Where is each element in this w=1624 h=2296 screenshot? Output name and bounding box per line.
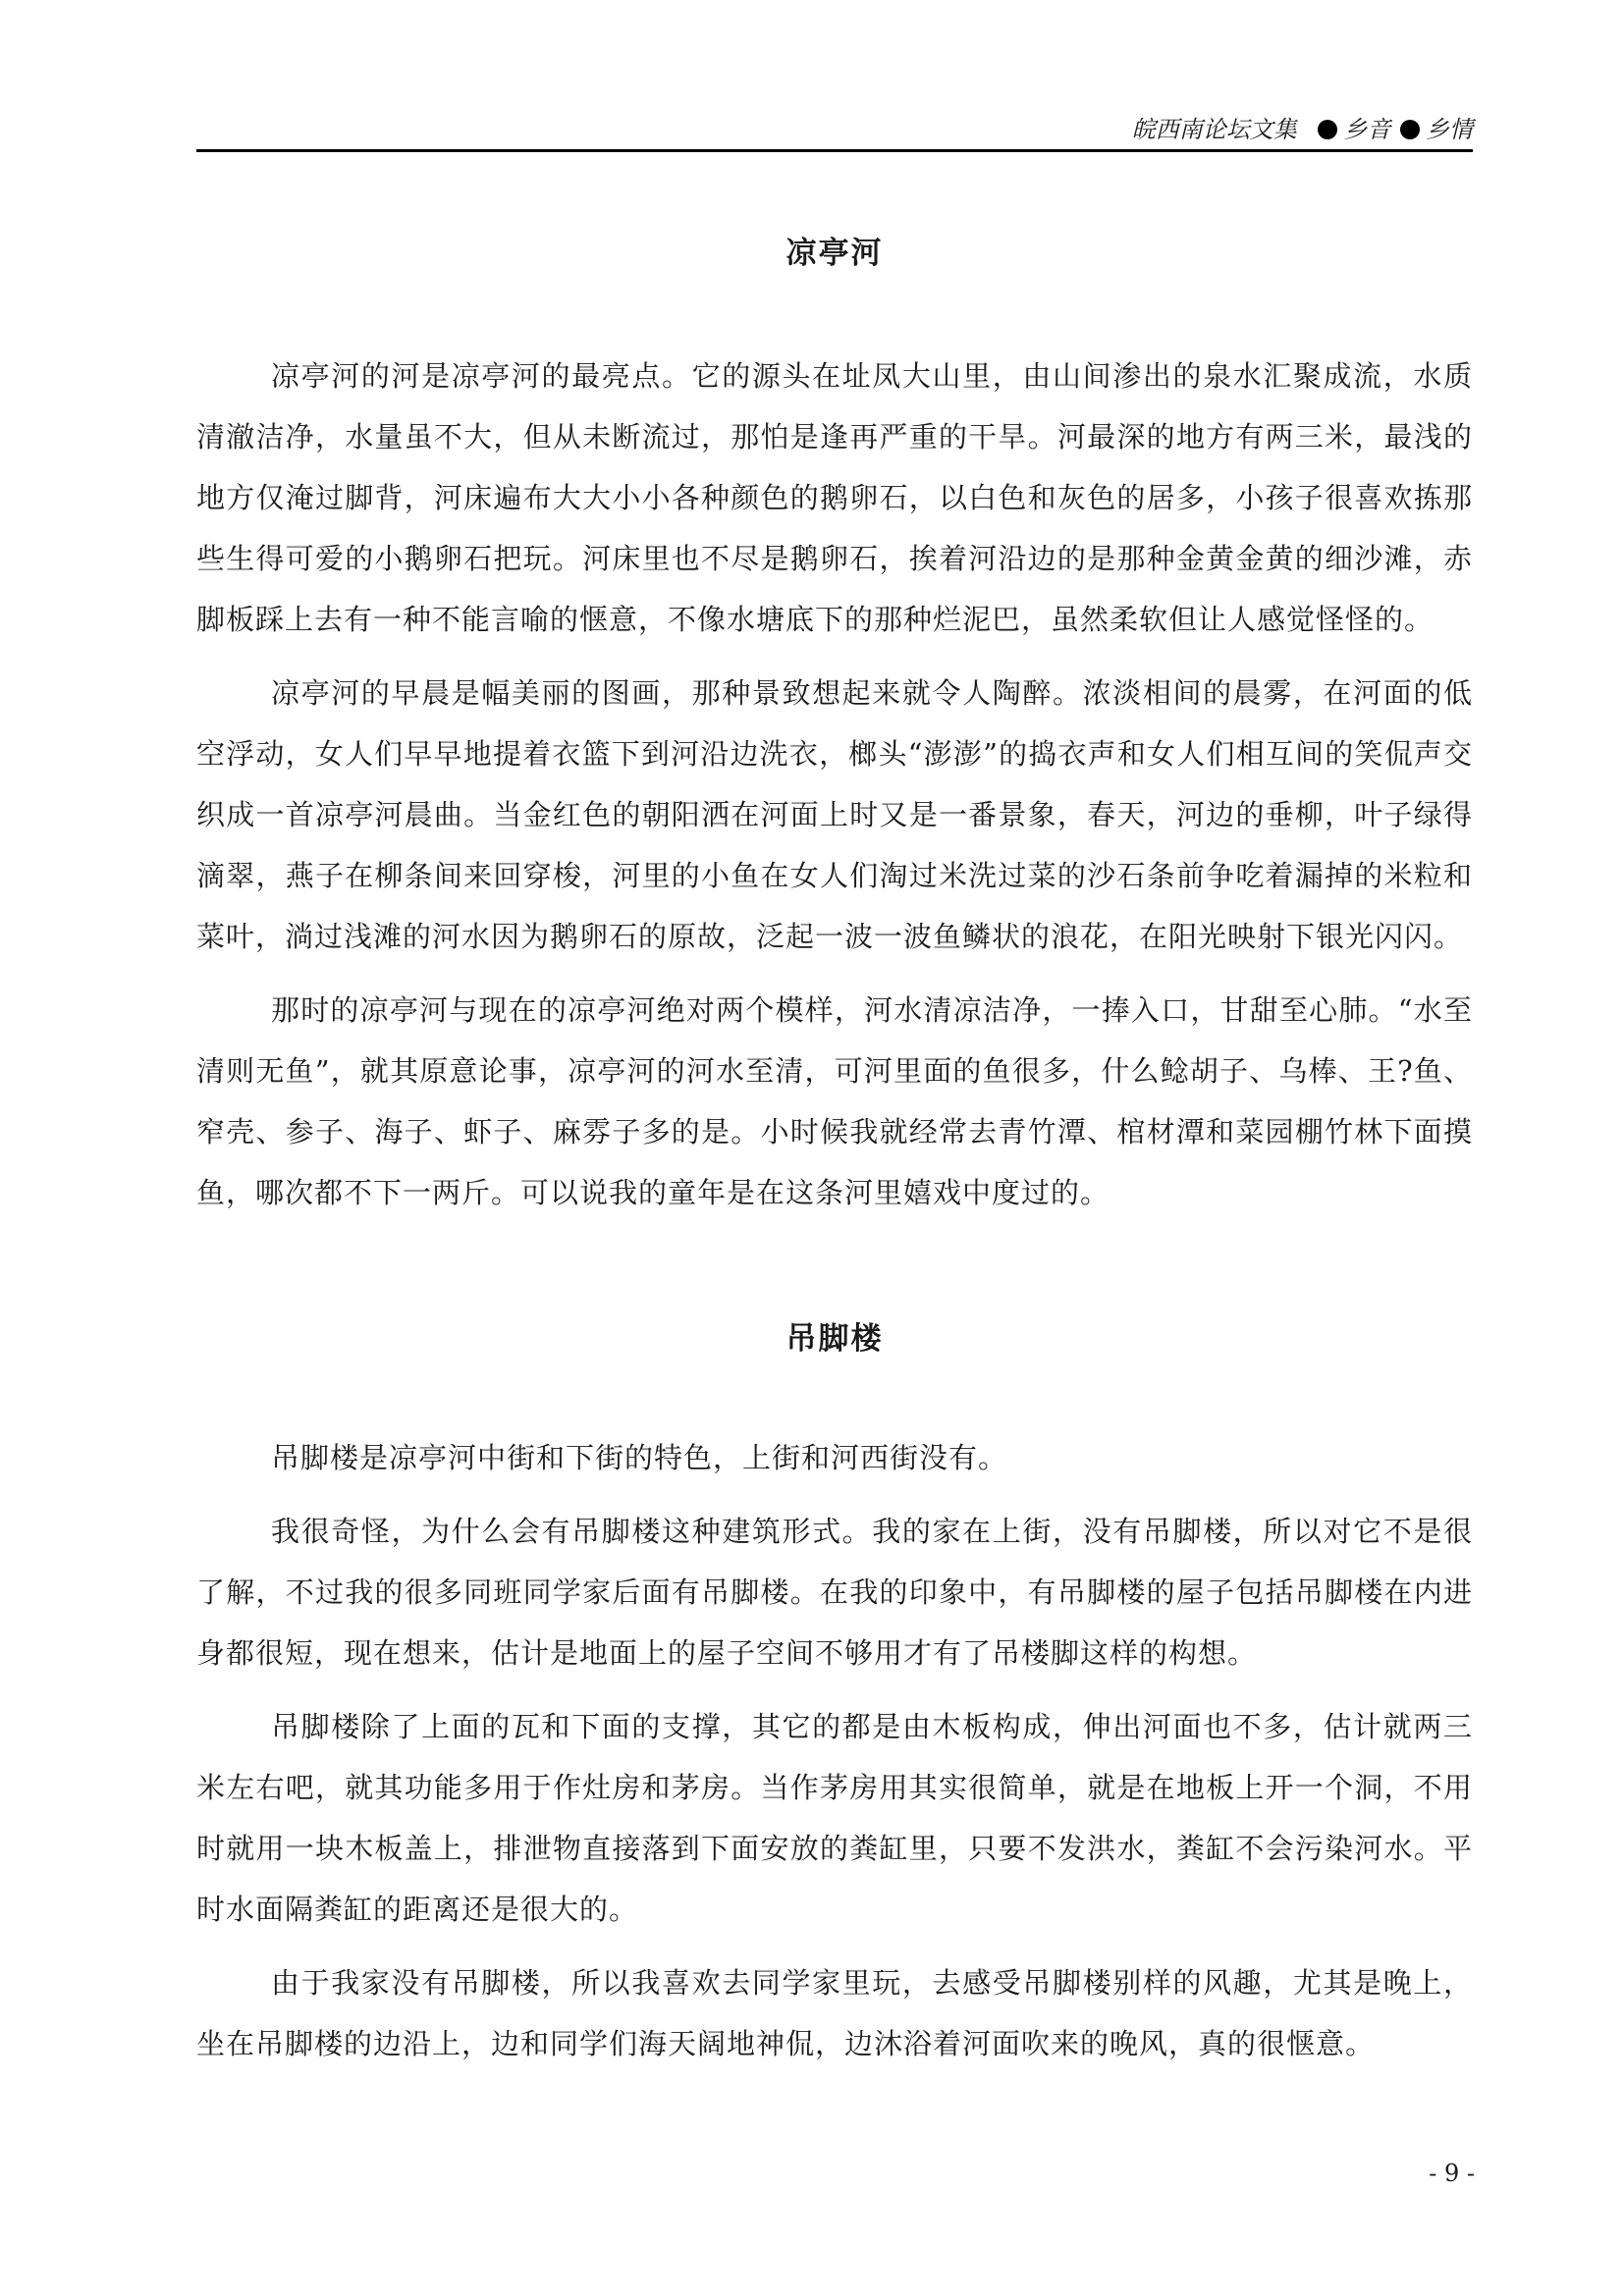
bullet-icon	[1400, 120, 1420, 139]
section-body	[196, 346, 1473, 1223]
collection-title: 皖西南论坛文集	[1131, 116, 1297, 143]
bullet-icon	[1318, 120, 1337, 139]
paragraph: 我很奇怪，为什么会有吊脚楼这种建筑形式。我的家在上街，没有吊脚楼，所以对它不是很了解，不过我的很多同班同学家后面有吊脚楼。在我的印象中，有吊脚楼的屋子包括吊脚楼在内进身都很短，现在想来，估计是地面上的屋子空间不够用才有了吊楼脚这样的构想。	[196, 1515, 1473, 1670]
paragraph: 吊脚楼是凉亭河中街和下街的特色，上街和河西街没有。	[271, 1441, 1008, 1474]
header-rule	[196, 149, 1473, 152]
paragraph: 吊脚楼除了上面的瓦和下面的支撑，其它的都是由木板构成，伸出河面也不多，估计就两三米左右吧，就其功能多用于作灶房和茅房。当作茅房用其实很简单，就是在地板上开一个洞，不用时就用一块木板盖上，排泄物直接落到下面安放的粪缸里，只要不发洪水，粪缸不会污染河水。平时水面隔粪缸的距离还是很大的。	[196, 1710, 1473, 1926]
running-header	[196, 110, 1473, 153]
paragraph: 由于我家没有吊脚楼，所以我喜欢去同学家里玩，去感受吊脚楼别样的风趣，尤其是晚上，坐在吊脚楼的边沿上，边和同学们海天阔地神侃，边沐浴着河面吹来的晚风，真的很惬意。	[196, 1966, 1473, 2060]
section-title: 凉亭河	[785, 236, 884, 271]
page-number: - 9 -	[1429, 2160, 1475, 2187]
header-tag-1: 乡音	[1343, 116, 1391, 143]
section-body	[196, 1427, 1473, 2074]
header-tag-2: 乡情	[1426, 116, 1473, 143]
paragraph: 凉亭河的早晨是幅美丽的图画，那种景致想起来就令人陶醉。浓淡相间的晨雾，在河面的低空浮动，女人们早早地提着衣篮下到河沿边洗衣，榔头“澎澎”的捣衣声和女人们相互间的笑侃声交织成一首凉亭河晨曲。当金红色的朝阳洒在河面上时又是一番景象，春天，河边的垂柳，叶子绿得滴翠，燕子在柳条间来回穿梭，河里的小鱼在女人们淘过米洗过菜的沙石条前争吃着漏掉的米粒和菜叶，淌过浅滩的河水因为鹅卵石的原故，泛起一波一波鱼鳞状的浪花，在阳光映射下银光闪闪。	[196, 676, 1473, 953]
section-title: 吊脚楼	[785, 1321, 884, 1357]
paragraph: 凉亭河的河是凉亭河的最亮点。它的源头在址凤大山里，由山间渗出的泉水汇聚成流，水质清澈洁净，水量虽不大，但从未断流过，那怕是逢再严重的干旱。河最深的地方有两三米，最浅的地方仅淹过脚背，河床遍布大大小小各种颜色的鹅卵石，以白色和灰色的居多，小孩子很喜欢拣那些生得可爱的小鹅卵石把玩。河床里也不尽是鹅卵石，挨着河沿边的是那种金黄金黄的细沙滩，赤脚板踩上去有一种不能言喻的惬意，不像水塘底下的那种烂泥巴，虽然柔软但让人感觉怪怪的。	[196, 359, 1473, 636]
paragraph: 那时的凉亭河与现在的凉亭河绝对两个模样，河水清凉洁净，一捧入口，甘甜至心肺。“水至清则无鱼”，就其原意论事，凉亭河的河水至清，可河里面的鱼很多，什么鲶胡子、乌棒、王?鱼、窄壳、参子、海子、虾子、麻雰子多的是。小时候我就经常去青竹潭、棺材潭和菜园棚竹林下面摸鱼，哪次都不下一两斤。可以说我的童年是在这条河里嬉戏中度过的。	[196, 993, 1473, 1209]
header-text	[1132, 110, 1473, 149]
